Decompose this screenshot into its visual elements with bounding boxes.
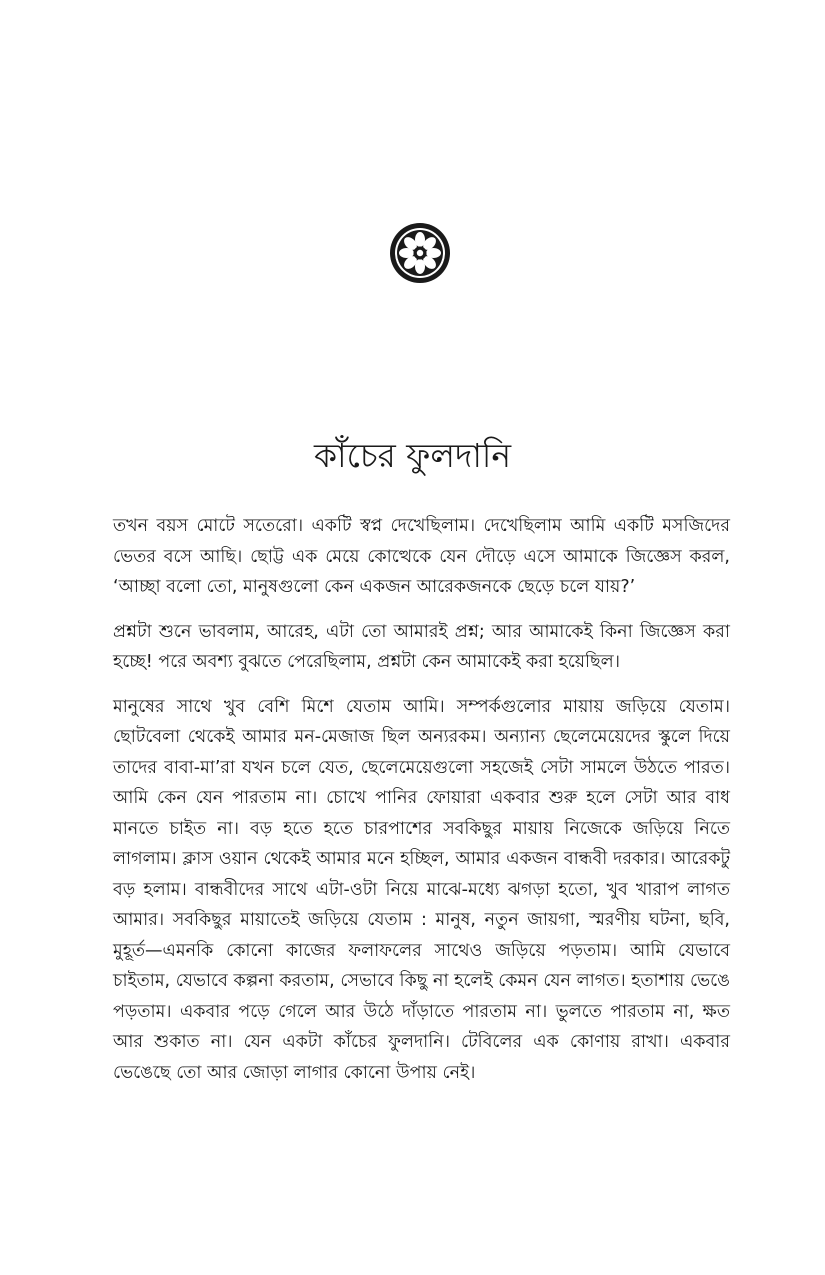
paragraph-1: তখন বয়স মোটে সতেরো। একটি স্বপ্ন দেখেছিলাম। দেখেছিলাম আমি একটি মসজিদের ভেতর বসে আছি। ছোট্ট এক মেয়ে কোত্থেকে যেন দৌড়ে এসে আমাকে জিজ্ঞেস করল, ‘আচ্ছা বলো তো, মানুষগুলো কেন একজন আরেকজনকে ছেড়ে চলে যায়?’ (113, 516, 730, 597)
flower-wheel-icon (388, 221, 452, 285)
paragraph-2: প্রশ্নটা শুনে ভাবলাম, আরেহ, এটা তো আমারই প্রশ্ন; আর আমাকেই কিনা জিজ্ঞেস করা হচ্ছে! পরে অবশ্য বুঝতে পেরেছিলাম, প্রশ্নটা কেন আমাকেই করা হয়েছিল। (113, 621, 730, 672)
chapter-title: কাঁচের ফুলদানি (313, 436, 512, 475)
paragraph-3: মানুষের সাথে খুব বেশি মিশে যেতাম আমি। সম্পর্কগুলোর মায়ায় জড়িয়ে যেতাম। ছোটবেলা থেকেই আমার মন-মেজাজ ছিল অন্যরকম। অন্যান্য ছেলেমেয়েদের স্কুলে দিয়ে তাদের বাবা-মা’রা যখন চলে যেত, ছেলেমেয়েগুলো সহজেই সেটা সামলে উঠতে পারত। আমি কেন যেন পারতাম না। চোখে পানির ফোয়ারা একবার শুরু হলে সেটা আর বাধ মানতে চাইত না। বড় হতে হতে চারপাশের সবকিছুর মায়ায় নিজেকে জড়িয়ে নিতে লাগলাম। ক্লাস ওয়ান থেকেই আমার মনে হচ্ছিল, আমার একজন বান্ধবী দরকার। আরেকটু বড় হলাম। বান্ধবীদের সাথে এটা-ওটা নিয়ে মাঝে-মধ্যে ঝগড়া হতো, খুব খারাপ লাগত আমার। সবকিছুর মায়াতেই জড়িয়ে যেতাম : মানুষ, নতুন জায়গা, স্মরণীয় ঘটনা, ছবি, মুহূর্ত—এমনকি কোনো কাজের ফলাফলের সাথেও জড়িয়ে পড়তাম। আমি যেভাবে চাইতাম, যেভাবে কল্পনা করতাম, সেভাবে কিছু না হলেই কেমন যেন লাগত। হতাশায় ভেঙে পড়তাম। একবার পড়ে গেলে আর উঠে দাঁড়াতে পারতাম না। ভুলতে পারতাম না, ক্ষত আর শুকাত না। যেন একটা কাঁচের ফুলদানি। টেবিলের এক কোণায় রাখা। একবার ভেঙেছে তো আর জোড়া লাগার কোনো উপায় নেই। (113, 696, 730, 1083)
chapter-body (113, 511, 730, 1102)
